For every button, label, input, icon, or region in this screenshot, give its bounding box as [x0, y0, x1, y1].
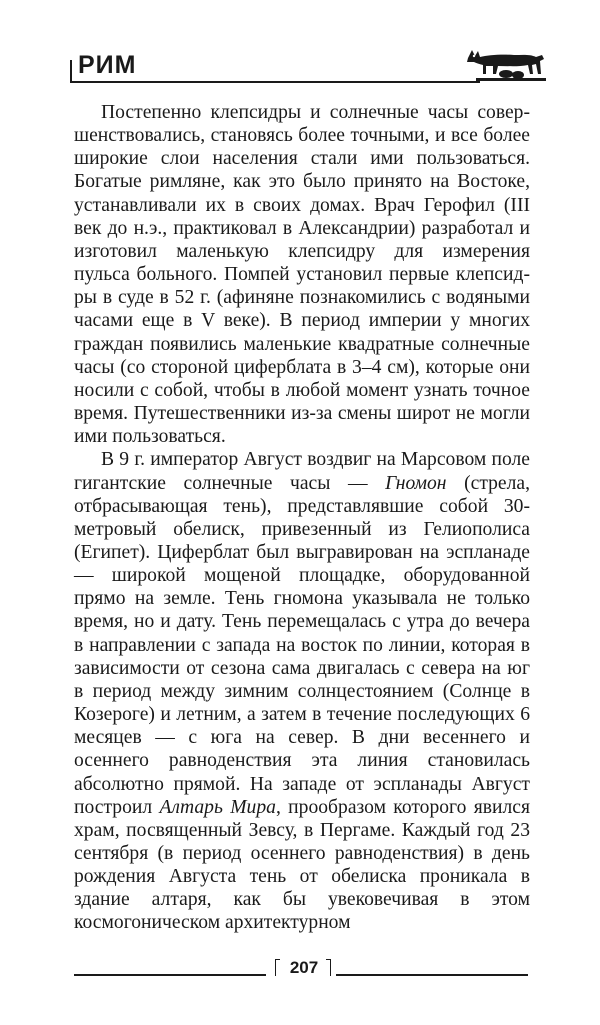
- paragraph-1: Постепенно клепсидры и солнечные часы совершенствовались, становясь более точными, и все более широкие слои населения стали ими пользоваться. Богатые римляне, как это было принято на Востоке, устанавливали их в своих домах. Врач Герофил (III век до н.э., практиковал в Александрии) разработал и изготовил маленькую клепсидру для измерения пульса больного. Помпей установил первые клепсидры в суде в 52 г. (афиняне познакомились с водяными часами еще в V веке). В период империи у многих граждан появились маленькие квадратные солнечные часы (со стороной циферблата в 3–4 см), которые они носили с собой, чтобы в любой момент узнать точное время. Путешественники из-за смены широт не могли ими пользоваться.: [74, 102, 530, 448]
- running-header: [70, 44, 548, 88]
- footer-bracket-left: [275, 959, 280, 976]
- footer-bracket-right: [326, 959, 331, 976]
- header-rule: [70, 81, 480, 83]
- capitoline-wolf-icon: [462, 44, 548, 86]
- paragraph-2-part-a: В 9 г. император Август воздвиг на Марсовом поле гигантские солнечные часы —: [74, 449, 530, 494]
- footer-rule-right: [336, 974, 528, 976]
- page-number: 207: [289, 958, 319, 977]
- header-tick-mark: [70, 60, 72, 82]
- paragraph-2-part-c: , прообразом которого явился храм, посвященный Зевсу, в Пергаме. Каждый год 23 сентября (в период осеннего равноденствия) в день рождения Августа тень от обелиска проникала в здание алтаря, как бы увековечивая в этом космогоническом архитектурном: [74, 796, 530, 934]
- paragraph-2: [74, 448, 530, 934]
- footer-rule-left: [74, 974, 266, 976]
- running-title: РИМ: [78, 51, 137, 79]
- paragraph-2-part-b: (стрела, отбрасывающая тень), представлявшие собой 30-метровый обелиск, привезенный из Гелиополиса (Египет). Циферблат был выгравирован на эспланаде — широкой мощеной площадке, оборудованной прямо на земле. Тень гномона указывала не только время, но и дату. Тень перемещалась с утра до вечера в направлении с запада на восток по линии, которая в зависимости от сезона сама двигалась с севера на юг в период между зимним солнцестоянием (Солнце в Козероге) и летним, а затем в течение последующих 6 месяцев — с юга на север. В дни весеннего и осеннего равноденствия эта линия становилась абсолютно прямой. На западе от эспланады Август построил: [74, 472, 530, 818]
- body-text: [74, 101, 530, 935]
- altar-of-peace-term: Алтарь Мира: [159, 796, 276, 818]
- page-footer: [74, 955, 528, 995]
- gnomon-term: Гномон: [385, 472, 447, 494]
